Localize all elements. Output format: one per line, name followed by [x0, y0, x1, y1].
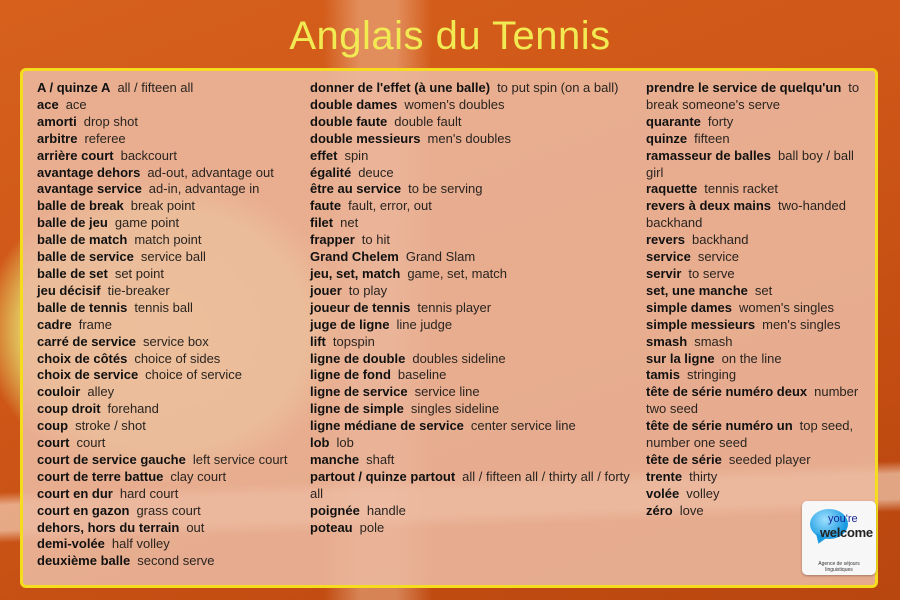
french-term: ace — [37, 96, 59, 112]
english-translation: left service court — [192, 451, 288, 467]
english-translation: tie-breaker — [107, 282, 170, 298]
french-term: court de terre battue — [37, 468, 164, 484]
vocab-entry — [310, 367, 640, 384]
vocab-entry — [646, 198, 874, 232]
french-term: deuxième balle — [37, 553, 131, 569]
french-term: servir — [646, 265, 682, 281]
vocab-entry — [37, 283, 311, 300]
english-translation: shaft — [366, 451, 395, 467]
vocab-entry — [646, 266, 874, 283]
vocab-entry — [37, 300, 311, 317]
french-term: tête de série numéro un — [646, 418, 793, 434]
french-term: faute — [310, 198, 342, 214]
french-term: double messieurs — [310, 130, 421, 146]
vocab-entry — [310, 131, 640, 148]
french-term: poteau — [310, 519, 353, 535]
vocab-entry — [646, 367, 874, 384]
english-translation: to play — [348, 282, 388, 298]
english-translation: ad-in, advantage in — [148, 181, 260, 197]
english-translation: service line — [414, 384, 480, 400]
english-translation: women's singles — [739, 299, 834, 315]
french-term: tête de série — [646, 451, 722, 467]
english-translation: tennis ball — [134, 299, 193, 315]
vocab-entry — [37, 97, 311, 114]
vocab-entry — [37, 536, 311, 553]
vocab-entry — [310, 165, 640, 182]
english-translation: to hit — [361, 232, 390, 248]
english-translation: service — [697, 249, 740, 265]
french-term: ligne de double — [310, 350, 406, 366]
english-translation: tennis racket — [704, 181, 778, 197]
french-term: effet — [310, 147, 338, 163]
vocab-entry — [646, 384, 874, 418]
english-translation: to serve — [688, 265, 735, 281]
vocab-entry — [37, 215, 311, 232]
vocab-entry — [310, 469, 640, 503]
english-translation: to break someone's serve — [646, 80, 860, 112]
french-term: smash — [646, 333, 688, 349]
english-translation: Grand Slam — [405, 249, 476, 265]
english-translation: double fault — [394, 113, 462, 129]
french-term: revers — [646, 232, 686, 248]
english-translation: ad-out, advantage out — [147, 164, 274, 180]
logo-text-line1: you're — [828, 513, 858, 525]
english-translation: ace — [65, 96, 87, 112]
vocab-entry — [37, 401, 311, 418]
french-term: balle de service — [37, 249, 134, 265]
french-term: revers à deux mains — [646, 198, 772, 214]
french-term: poignée — [310, 502, 360, 518]
french-term: ramasseur de balles — [646, 147, 772, 163]
vocab-entry — [37, 165, 311, 182]
french-term: prendre le service de quelqu'un — [646, 80, 842, 95]
english-translation: pole — [359, 519, 385, 535]
vocab-entry — [310, 317, 640, 334]
english-translation: tennis player — [417, 299, 492, 315]
vocab-entry — [310, 520, 640, 537]
vocab-entry — [310, 452, 640, 469]
vocab-entry — [646, 283, 874, 300]
english-translation: second serve — [137, 553, 215, 569]
english-translation: backhand — [692, 232, 749, 248]
vocab-entry — [646, 232, 874, 249]
english-translation: net — [340, 215, 359, 231]
english-translation: line judge — [396, 316, 453, 332]
vocab-entry — [37, 367, 311, 384]
vocab-entry — [37, 181, 311, 198]
vocab-entry — [646, 300, 874, 317]
vocab-entry — [37, 232, 311, 249]
vocab-entry — [37, 520, 311, 537]
vocab-entry — [310, 384, 640, 401]
vocab-entry — [646, 114, 874, 131]
english-translation: choice of service — [145, 367, 242, 383]
english-translation: backcourt — [120, 147, 177, 163]
vocab-entry — [37, 384, 311, 401]
french-term: set, une manche — [646, 282, 748, 298]
vocab-entry — [310, 80, 640, 97]
vocab-entry — [310, 249, 640, 266]
vocab-entry — [310, 401, 640, 418]
french-term: juge de ligne — [310, 316, 390, 332]
english-translation: court — [76, 435, 106, 451]
vocab-entry — [310, 418, 640, 435]
french-term: balle de match — [37, 232, 128, 248]
vocab-entry — [310, 232, 640, 249]
english-translation: hard court — [119, 485, 179, 501]
english-translation: fifteen — [694, 130, 730, 146]
french-term: double dames — [310, 96, 398, 112]
vocab-entry — [37, 317, 311, 334]
vocab-entry — [310, 503, 640, 520]
vocab-entry — [37, 418, 311, 435]
french-term: quarante — [646, 113, 701, 129]
french-term: choix de service — [37, 367, 139, 383]
french-term: coup droit — [37, 401, 101, 417]
french-term: simple messieurs — [646, 316, 756, 332]
vocab-entry — [646, 317, 874, 334]
english-translation: half volley — [111, 536, 170, 552]
french-term: choix de côtés — [37, 350, 128, 366]
french-term: volée — [646, 485, 680, 501]
french-term: balle de set — [37, 265, 108, 281]
english-translation: number two seed — [646, 384, 859, 417]
vocab-column-2 — [310, 80, 640, 536]
french-term: service — [646, 249, 691, 265]
english-translation: all / fifteen all / thirty all / forty all — [310, 468, 630, 501]
vocab-entry — [310, 300, 640, 317]
english-translation: singles sideline — [410, 401, 500, 417]
french-term: ligne de simple — [310, 401, 404, 417]
french-term: jouer — [310, 282, 342, 298]
vocab-entry — [37, 553, 311, 570]
french-term: zéro — [646, 502, 673, 518]
english-translation: ball boy / ball girl — [646, 147, 854, 180]
english-translation: stringing — [686, 367, 737, 383]
english-translation: game point — [114, 215, 180, 231]
french-term: lob — [310, 435, 330, 451]
english-translation: center service line — [470, 418, 576, 434]
vocab-entry — [646, 452, 874, 469]
vocab-entry — [37, 266, 311, 283]
english-translation: spin — [344, 147, 369, 163]
french-term: jeu, set, match — [310, 265, 401, 281]
vocab-entry — [646, 249, 874, 266]
french-term: sur la ligne — [646, 350, 715, 366]
french-term: tamis — [646, 367, 680, 383]
english-translation: frame — [78, 316, 112, 332]
vocab-entry — [37, 114, 311, 131]
vocabulary-panel — [20, 68, 878, 588]
french-term: manche — [310, 451, 360, 467]
vocab-entry — [310, 351, 640, 368]
vocab-entry — [646, 148, 874, 182]
vocab-entry — [37, 131, 311, 148]
vocab-entry — [37, 503, 311, 520]
french-term: amorti — [37, 113, 77, 129]
english-translation: doubles sideline — [412, 350, 506, 366]
english-translation: love — [679, 502, 704, 518]
french-term: tête de série numéro deux — [646, 384, 808, 400]
french-term: court de service gauche — [37, 451, 186, 467]
english-translation: lob — [336, 435, 354, 451]
french-term: balle de jeu — [37, 215, 108, 231]
english-translation: forehand — [107, 401, 159, 417]
english-translation: handle — [366, 502, 406, 518]
vocab-entry — [37, 198, 311, 215]
vocab-entry — [37, 148, 311, 165]
vocab-entry — [37, 435, 311, 452]
vocab-entry — [310, 181, 640, 198]
vocab-entry — [310, 114, 640, 131]
english-translation: to put spin (on a ball) — [497, 80, 619, 95]
vocab-entry — [310, 198, 640, 215]
french-term: partout / quinze partout — [310, 468, 456, 484]
page-title: Anglais du Tennis — [289, 14, 611, 58]
vocab-entry — [646, 334, 874, 351]
french-term: ligne de service — [310, 384, 408, 400]
vocab-column-3 — [646, 80, 874, 520]
english-translation: set — [754, 282, 773, 298]
vocab-entry — [310, 435, 640, 452]
french-term: être au service — [310, 181, 402, 197]
french-term: joueur de tennis — [310, 299, 411, 315]
vocab-entry — [646, 351, 874, 368]
vocab-entry — [310, 334, 640, 351]
french-term: égalité — [310, 164, 352, 180]
french-term: double faute — [310, 113, 388, 129]
vocab-entry — [646, 181, 874, 198]
logo-text-line2: welcome — [820, 525, 873, 540]
vocab-entry — [37, 80, 311, 97]
english-translation: smash — [694, 333, 733, 349]
french-term: carré de service — [37, 333, 137, 349]
english-translation: to be serving — [408, 181, 483, 197]
french-term: court en dur — [37, 485, 113, 501]
english-translation: drop shot — [83, 113, 138, 129]
english-translation: break point — [130, 198, 196, 214]
english-translation: game, set, match — [407, 265, 508, 281]
vocab-entry — [37, 334, 311, 351]
english-translation: topspin — [332, 333, 375, 349]
english-translation: service ball — [140, 249, 206, 265]
english-translation: all / fifteen all — [117, 80, 194, 95]
english-translation: alley — [87, 384, 115, 400]
french-term: coup — [37, 418, 69, 434]
english-translation: women's doubles — [404, 96, 505, 112]
english-translation: baseline — [397, 367, 447, 383]
french-term: court en gazon — [37, 502, 130, 518]
english-translation: men's doubles — [427, 130, 511, 146]
french-term: jeu décisif — [37, 282, 101, 298]
french-term: couloir — [37, 384, 81, 400]
french-term: ligne médiane de service — [310, 418, 464, 434]
french-term: balle de break — [37, 198, 124, 214]
english-translation: choice of sides — [134, 350, 221, 366]
french-term: avantage dehors — [37, 164, 141, 180]
vocab-entry — [310, 97, 640, 114]
french-term: simple dames — [646, 299, 732, 315]
english-translation: match point — [134, 232, 202, 248]
french-term: raquette — [646, 181, 698, 197]
english-translation: thirty — [689, 468, 718, 484]
french-term: ligne de fond — [310, 367, 391, 383]
english-translation: out — [186, 519, 205, 535]
french-term: arbitre — [37, 130, 78, 146]
vocab-entry — [310, 283, 640, 300]
french-term: quinze — [646, 130, 688, 146]
french-term: donner de l'effet (à une balle) — [310, 80, 491, 95]
youre-welcome-logo — [802, 501, 876, 575]
vocab-entry — [37, 249, 311, 266]
english-translation: men's singles — [762, 316, 841, 332]
english-translation: referee — [84, 130, 126, 146]
english-translation: stroke / shot — [75, 418, 146, 434]
french-term: arrière court — [37, 147, 114, 163]
english-translation: set point — [114, 265, 164, 281]
vocab-entry — [310, 266, 640, 283]
english-translation: two-handed backhand — [646, 198, 846, 231]
english-translation: on the line — [721, 350, 782, 366]
english-translation: fault, error, out — [348, 198, 432, 214]
vocab-entry — [37, 452, 311, 469]
vocab-entry — [310, 215, 640, 232]
vocab-column-1 — [37, 80, 311, 570]
english-translation: service box — [143, 333, 209, 349]
french-term: demi-volée — [37, 536, 105, 552]
vocab-entry — [37, 486, 311, 503]
english-translation: volley — [686, 485, 720, 501]
vocab-entry — [646, 80, 874, 114]
french-term: avantage service — [37, 181, 142, 197]
french-term: court — [37, 435, 70, 451]
french-term: balle de tennis — [37, 299, 128, 315]
english-translation: clay court — [170, 468, 227, 484]
english-translation: forty — [707, 113, 734, 129]
french-term: dehors, hors du terrain — [37, 519, 180, 535]
french-term: Grand Chelem — [310, 249, 399, 265]
vocab-entry — [37, 351, 311, 368]
vocab-entry — [646, 418, 874, 452]
french-term: cadre — [37, 316, 72, 332]
vocab-entry — [646, 131, 874, 148]
french-term: A / quinze A — [37, 80, 111, 95]
english-translation: top seed, number one seed — [646, 418, 854, 451]
vocab-entry — [310, 148, 640, 165]
french-term: trente — [646, 468, 683, 484]
english-translation: grass court — [136, 502, 201, 518]
english-translation: deuce — [358, 164, 394, 180]
logo-tagline: Agence de séjours linguistiques — [818, 561, 860, 573]
french-term: lift — [310, 333, 326, 349]
french-term: frapper — [310, 232, 355, 248]
vocab-entry — [37, 469, 311, 486]
english-translation: seeded player — [728, 451, 811, 467]
vocab-entry — [646, 469, 874, 486]
french-term: filet — [310, 215, 334, 231]
